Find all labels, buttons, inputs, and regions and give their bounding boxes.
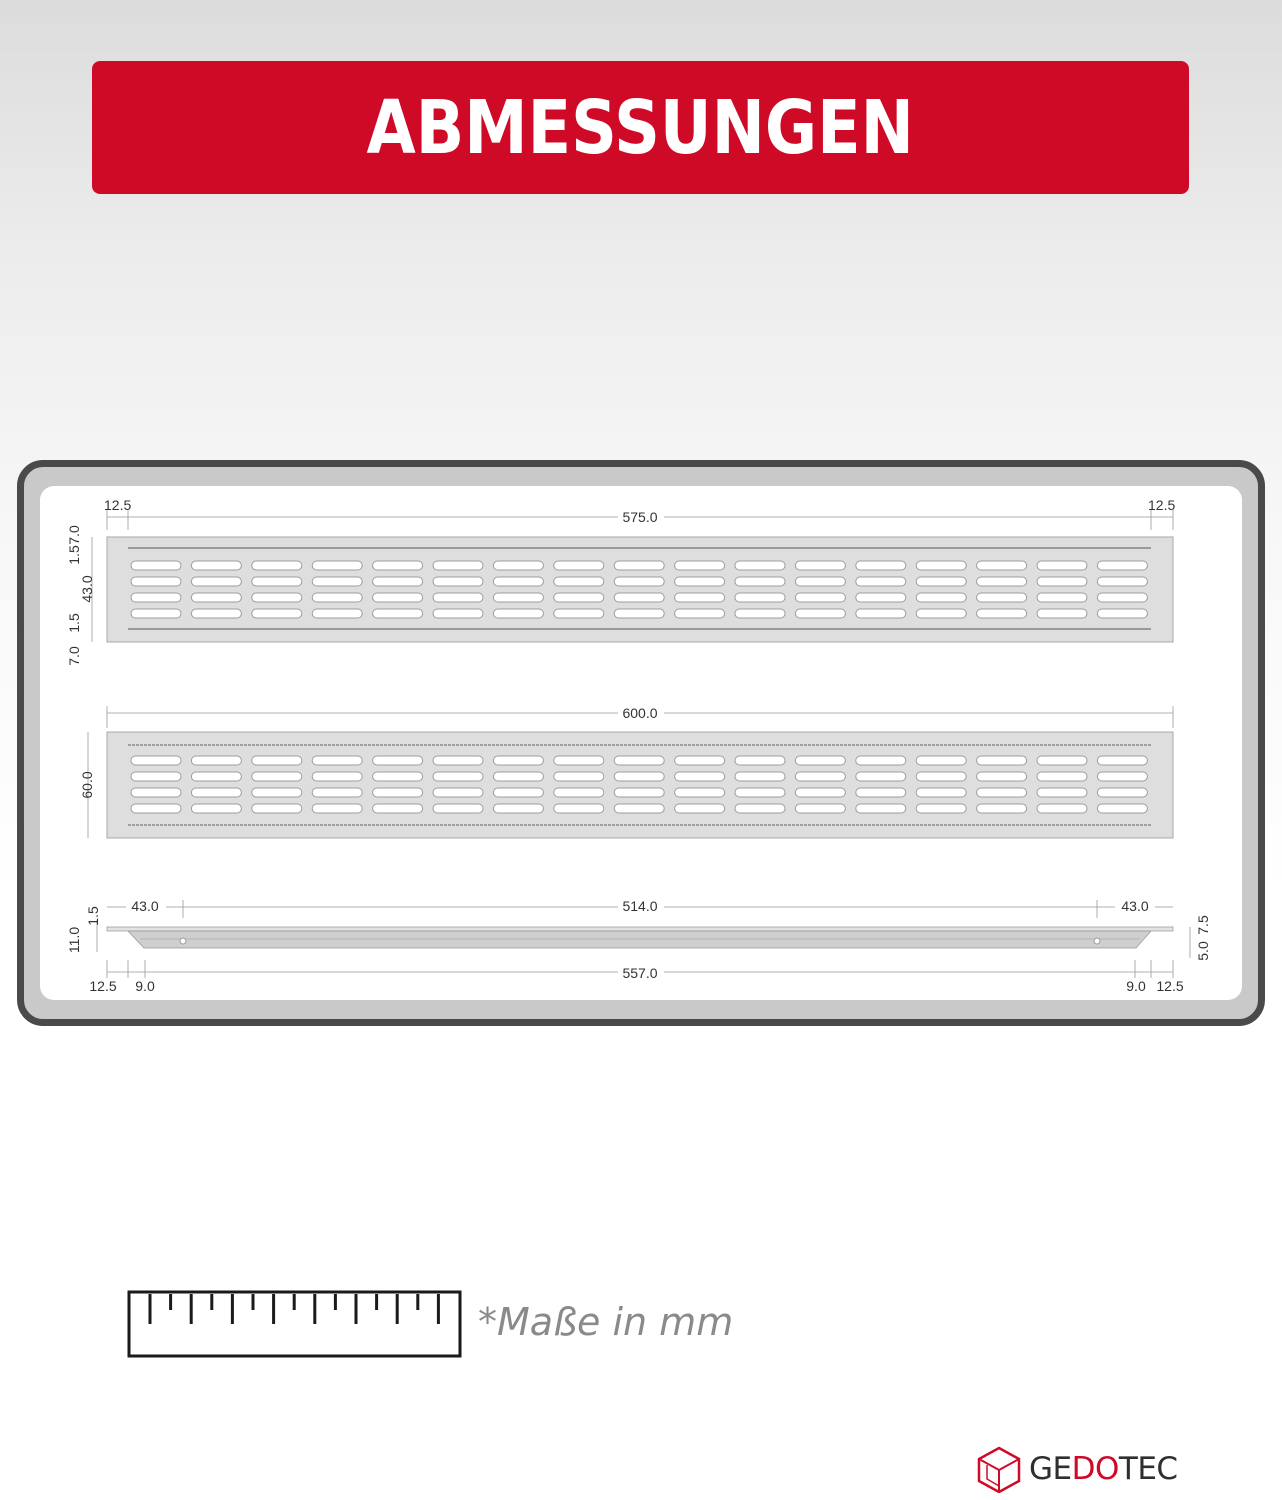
vent-slot xyxy=(614,609,664,618)
vent-slot xyxy=(433,577,483,586)
vent-slot xyxy=(191,561,241,570)
vent-slot xyxy=(131,804,181,813)
vent-slot xyxy=(252,609,302,618)
side-view xyxy=(66,898,1211,994)
vent-slot xyxy=(977,609,1027,618)
vent-slot xyxy=(856,577,906,586)
vent-slot xyxy=(554,593,604,602)
dim-43-right: 43.0 xyxy=(1121,898,1149,914)
screw-hole xyxy=(180,938,186,944)
vent-slot xyxy=(856,593,906,602)
vent-slot xyxy=(312,593,362,602)
vent-slot xyxy=(856,804,906,813)
vent-slot xyxy=(191,609,241,618)
vent-slot xyxy=(252,593,302,602)
vent-slot xyxy=(554,804,604,813)
vent-slot xyxy=(795,593,845,602)
vent-slot xyxy=(554,609,604,618)
vent-slot xyxy=(795,772,845,781)
vent-slot xyxy=(916,756,966,765)
vent-slot xyxy=(312,561,362,570)
vent-slot xyxy=(856,561,906,570)
vent-slot xyxy=(916,593,966,602)
vent-slot xyxy=(916,804,966,813)
vent-slot xyxy=(1097,788,1147,797)
vent-slot xyxy=(373,609,423,618)
dim-557-label: 557.0 xyxy=(622,965,658,981)
vent-slot xyxy=(554,788,604,797)
vent-slot xyxy=(675,772,725,781)
vent-slot xyxy=(252,804,302,813)
vent-slot xyxy=(735,804,785,813)
vent-slot xyxy=(614,561,664,570)
vent-slot xyxy=(675,756,725,765)
brand-logo xyxy=(975,1444,1205,1494)
vent-slot xyxy=(675,561,725,570)
vent-slot xyxy=(433,788,483,797)
vent-slot xyxy=(373,788,423,797)
vent-slot xyxy=(312,788,362,797)
vent-slot xyxy=(373,577,423,586)
brand-name: GEDOTEC xyxy=(1029,1451,1178,1487)
top-view-plate xyxy=(107,537,1173,642)
vent-slot xyxy=(856,609,906,618)
vent-slot xyxy=(795,609,845,618)
vent-slot xyxy=(191,593,241,602)
vent-slot xyxy=(614,593,664,602)
vent-slot xyxy=(433,804,483,813)
vent-slot xyxy=(1097,772,1147,781)
dim-top-right-margin: 12.5 xyxy=(1148,497,1176,513)
units-note: *Maße in mm xyxy=(478,1300,734,1344)
dim-11-label: 11.0 xyxy=(66,926,82,954)
vent-slot xyxy=(131,788,181,797)
vent-slot xyxy=(1097,804,1147,813)
vent-slot xyxy=(493,804,543,813)
front-view xyxy=(79,704,1173,838)
vent-slot xyxy=(493,788,543,797)
vent-slot xyxy=(554,772,604,781)
dim-side-label: 1.5 xyxy=(66,613,82,633)
vent-slot xyxy=(312,804,362,813)
vent-slot xyxy=(252,788,302,797)
vent-slot xyxy=(735,788,785,797)
vent-slot xyxy=(493,756,543,765)
vent-slot xyxy=(856,772,906,781)
side-view-plate xyxy=(107,927,1173,931)
vent-slot xyxy=(977,593,1027,602)
vent-slot xyxy=(735,561,785,570)
vent-slot xyxy=(493,577,543,586)
dim-575-label: 575.0 xyxy=(622,509,658,525)
vent-slot xyxy=(675,804,725,813)
vent-slot xyxy=(916,561,966,570)
vent-slot xyxy=(614,788,664,797)
dim-9-right: 9.0 xyxy=(1126,978,1146,994)
vent-slot xyxy=(1037,772,1087,781)
vent-slot xyxy=(614,577,664,586)
vent-slot xyxy=(675,577,725,586)
vent-slot xyxy=(312,756,362,765)
dim-top-left-margin: 12.5 xyxy=(104,497,132,513)
vent-slot xyxy=(1097,756,1147,765)
vent-slot xyxy=(554,561,604,570)
vent-slot xyxy=(493,609,543,618)
vent-slot xyxy=(131,756,181,765)
dim-12-5-right: 12.5 xyxy=(1156,978,1184,994)
vent-slot xyxy=(795,756,845,765)
vent-slot xyxy=(916,609,966,618)
vent-slot xyxy=(373,561,423,570)
vent-slot xyxy=(191,772,241,781)
vent-slot xyxy=(977,577,1027,586)
vent-slot xyxy=(856,788,906,797)
dim-side-label: 1.5 xyxy=(66,545,82,565)
vent-slot xyxy=(493,561,543,570)
gedotec-cube-icon xyxy=(975,1445,1023,1493)
vent-slot xyxy=(735,756,785,765)
vent-slot xyxy=(433,609,483,618)
vent-slot xyxy=(373,804,423,813)
vent-slot xyxy=(433,593,483,602)
vent-slot xyxy=(1037,593,1087,602)
dim-side-label: 43.0 xyxy=(79,575,95,603)
vent-slot xyxy=(191,788,241,797)
vent-slot xyxy=(252,577,302,586)
vent-slot xyxy=(977,561,1027,570)
vent-slot xyxy=(977,772,1027,781)
vent-slot xyxy=(493,593,543,602)
vent-slot xyxy=(977,804,1027,813)
vent-slot xyxy=(1097,609,1147,618)
vent-slot xyxy=(1097,561,1147,570)
vent-slot xyxy=(312,609,362,618)
vent-slot xyxy=(735,772,785,781)
dim-7-5-label: 7.5 xyxy=(1195,915,1211,935)
vent-slot xyxy=(373,756,423,765)
page-title: ABMESSUNGEN xyxy=(366,84,915,171)
vent-slot xyxy=(131,561,181,570)
top-view xyxy=(66,497,1175,666)
dim-12-5-left: 12.5 xyxy=(89,978,117,994)
vent-slot xyxy=(916,577,966,586)
vent-slot xyxy=(735,593,785,602)
vent-slot xyxy=(131,609,181,618)
dim-side-label: 7.0 xyxy=(66,525,82,545)
vent-slot xyxy=(1037,804,1087,813)
front-view-plate xyxy=(107,732,1173,838)
vent-slot xyxy=(433,772,483,781)
vent-slot xyxy=(735,609,785,618)
vent-slot xyxy=(675,788,725,797)
vent-slot xyxy=(191,804,241,813)
vent-slot xyxy=(131,577,181,586)
vent-slot xyxy=(795,577,845,586)
vent-slot xyxy=(795,561,845,570)
vent-slot xyxy=(675,609,725,618)
vent-slot xyxy=(252,756,302,765)
vent-slot xyxy=(191,756,241,765)
dim-9-left: 9.0 xyxy=(135,978,155,994)
dim-side-label: 7.0 xyxy=(66,646,82,666)
vent-slot xyxy=(312,772,362,781)
vent-slot xyxy=(252,561,302,570)
vent-slot xyxy=(977,756,1027,765)
vent-slot xyxy=(131,772,181,781)
vent-slot xyxy=(373,593,423,602)
vent-slot xyxy=(252,772,302,781)
vent-slot xyxy=(131,593,181,602)
vent-slot xyxy=(795,788,845,797)
vent-slot xyxy=(191,577,241,586)
vent-slot xyxy=(1037,609,1087,618)
vent-slot xyxy=(1037,756,1087,765)
dim-5-label: 5.0 xyxy=(1195,941,1211,961)
dim-600-label: 600.0 xyxy=(622,705,658,721)
vent-slot xyxy=(554,756,604,765)
dim-43-left: 43.0 xyxy=(131,898,159,914)
vent-slot xyxy=(493,772,543,781)
dim-514-label: 514.0 xyxy=(622,898,658,914)
vent-slot xyxy=(433,756,483,765)
ruler-icon xyxy=(129,1292,460,1356)
dim-1-5-label: 1.5 xyxy=(85,906,101,926)
vent-slot xyxy=(675,593,725,602)
vent-slot xyxy=(916,788,966,797)
vent-slot xyxy=(795,804,845,813)
screw-hole xyxy=(1094,938,1100,944)
dim-60-label: 60.0 xyxy=(79,771,95,799)
vent-slot xyxy=(1037,561,1087,570)
vent-slot xyxy=(916,772,966,781)
vent-slot xyxy=(554,577,604,586)
vent-slot xyxy=(1097,593,1147,602)
vent-slot xyxy=(614,772,664,781)
vent-slot xyxy=(614,756,664,765)
vent-slot xyxy=(1037,577,1087,586)
vent-slot xyxy=(373,772,423,781)
vent-slot xyxy=(1037,788,1087,797)
vent-slot xyxy=(977,788,1027,797)
vent-slot xyxy=(1097,577,1147,586)
vent-slot xyxy=(614,804,664,813)
vent-slot xyxy=(735,577,785,586)
vent-slot xyxy=(856,756,906,765)
vent-slot xyxy=(433,561,483,570)
vent-slot xyxy=(312,577,362,586)
